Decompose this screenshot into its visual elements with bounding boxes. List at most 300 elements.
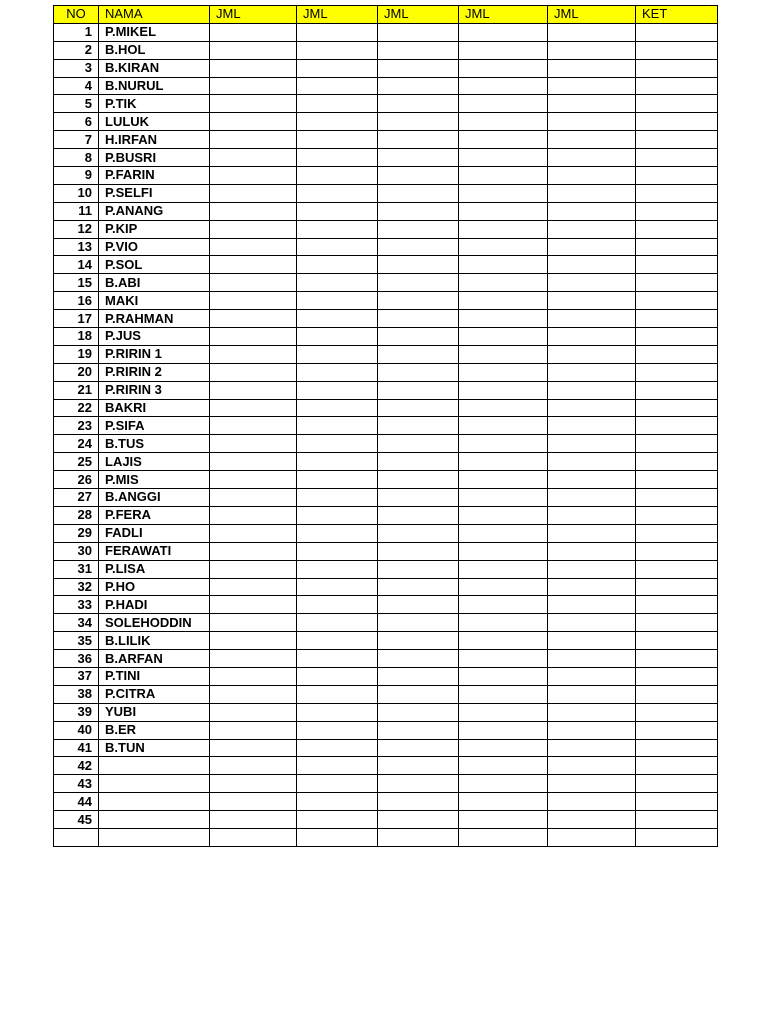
jml-5-cell: [548, 453, 636, 471]
jml-1-cell: [210, 524, 297, 542]
row-number: 14: [54, 256, 99, 274]
row-name: B.KIRAN: [99, 59, 210, 77]
jml-5-cell: [548, 131, 636, 149]
jml-2-cell: [297, 506, 378, 524]
row-name: B.ARFAN: [99, 650, 210, 668]
row-name: [99, 757, 210, 775]
jml-2-cell: [297, 596, 378, 614]
table-row: [54, 435, 718, 453]
jml-5-cell: [548, 292, 636, 310]
row-number: 33: [54, 596, 99, 614]
jml-1-cell: [210, 381, 297, 399]
ket-cell: [636, 381, 718, 399]
jml-3-cell: [378, 811, 459, 829]
jml-3-cell: [378, 453, 459, 471]
jml-3-cell: [378, 560, 459, 578]
row-name: BAKRI: [99, 399, 210, 417]
jml-3-cell: [378, 399, 459, 417]
row-name: B.TUS: [99, 435, 210, 453]
jml-4-cell: [459, 757, 548, 775]
jml-5-cell: [548, 202, 636, 220]
jml-3-cell: [378, 328, 459, 346]
row-number: 3: [54, 59, 99, 77]
row-name: YUBI: [99, 703, 210, 721]
jml-5-cell: [548, 167, 636, 185]
jml-1-cell: [210, 41, 297, 59]
table-row: [54, 77, 718, 95]
jml-2-cell: [297, 274, 378, 292]
jml-1-cell: [210, 614, 297, 632]
row-number: 18: [54, 328, 99, 346]
jml-5-cell: [548, 632, 636, 650]
jml-4-cell: [459, 721, 548, 739]
jml-2-cell: [297, 828, 378, 846]
row-name: P.RAHMAN: [99, 310, 210, 328]
row-name: P.VIO: [99, 238, 210, 256]
jml-1-cell: [210, 95, 297, 113]
jml-4-cell: [459, 184, 548, 202]
row-name: FADLI: [99, 524, 210, 542]
table-row: [54, 149, 718, 167]
jml-3-cell: [378, 23, 459, 41]
table-row: [54, 614, 718, 632]
jml-2-cell: [297, 220, 378, 238]
jml-5-cell: [548, 757, 636, 775]
row-number: 19: [54, 345, 99, 363]
jml-4-cell: [459, 739, 548, 757]
row-name: SOLEHODDIN: [99, 614, 210, 632]
header-nama: NAMA: [99, 6, 210, 24]
jml-1-cell: [210, 739, 297, 757]
jml-1-cell: [210, 578, 297, 596]
jml-5-cell: [548, 542, 636, 560]
row-name: B.ABI: [99, 274, 210, 292]
row-name: B.ER: [99, 721, 210, 739]
jml-3-cell: [378, 345, 459, 363]
row-name: P.SOL: [99, 256, 210, 274]
jml-3-cell: [378, 256, 459, 274]
jml-1-cell: [210, 399, 297, 417]
jml-4-cell: [459, 95, 548, 113]
row-number: [54, 828, 99, 846]
jml-4-cell: [459, 542, 548, 560]
jml-5-cell: [548, 310, 636, 328]
jml-5-cell: [548, 828, 636, 846]
row-name: P.HO: [99, 578, 210, 596]
row-name: P.FERA: [99, 506, 210, 524]
jml-3-cell: [378, 739, 459, 757]
jml-3-cell: [378, 793, 459, 811]
jml-4-cell: [459, 435, 548, 453]
jml-1-cell: [210, 328, 297, 346]
jml-5-cell: [548, 41, 636, 59]
ket-cell: [636, 238, 718, 256]
row-name: P.KIP: [99, 220, 210, 238]
row-number: 24: [54, 435, 99, 453]
jml-1-cell: [210, 775, 297, 793]
jml-1-cell: [210, 256, 297, 274]
table-row: [54, 131, 718, 149]
jml-1-cell: [210, 77, 297, 95]
jml-5-cell: [548, 489, 636, 507]
jml-5-cell: [548, 381, 636, 399]
jml-5-cell: [548, 435, 636, 453]
table-row: [54, 113, 718, 131]
row-number: 8: [54, 149, 99, 167]
table-row: [54, 23, 718, 41]
row-name: P.MIS: [99, 471, 210, 489]
jml-3-cell: [378, 614, 459, 632]
jml-4-cell: [459, 59, 548, 77]
jml-2-cell: [297, 202, 378, 220]
row-name: P.CITRA: [99, 685, 210, 703]
header-row: [54, 6, 718, 24]
jml-2-cell: [297, 113, 378, 131]
ket-cell: [636, 113, 718, 131]
jml-1-cell: [210, 560, 297, 578]
row-number: 15: [54, 274, 99, 292]
jml-1-cell: [210, 292, 297, 310]
jml-4-cell: [459, 256, 548, 274]
header-jml-1: JML: [210, 6, 297, 24]
table-row: [54, 560, 718, 578]
jml-1-cell: [210, 828, 297, 846]
jml-2-cell: [297, 399, 378, 417]
jml-4-cell: [459, 453, 548, 471]
ket-cell: [636, 220, 718, 238]
jml-1-cell: [210, 596, 297, 614]
row-number: 34: [54, 614, 99, 632]
jml-4-cell: [459, 685, 548, 703]
row-name: B.TUN: [99, 739, 210, 757]
row-name: P.BUSRI: [99, 149, 210, 167]
jml-1-cell: [210, 721, 297, 739]
row-number: 10: [54, 184, 99, 202]
jml-2-cell: [297, 757, 378, 775]
jml-1-cell: [210, 417, 297, 435]
jml-2-cell: [297, 650, 378, 668]
jml-2-cell: [297, 560, 378, 578]
jml-3-cell: [378, 202, 459, 220]
jml-3-cell: [378, 757, 459, 775]
jml-5-cell: [548, 274, 636, 292]
jml-3-cell: [378, 703, 459, 721]
ket-cell: [636, 184, 718, 202]
jml-2-cell: [297, 95, 378, 113]
jml-1-cell: [210, 202, 297, 220]
jml-5-cell: [548, 703, 636, 721]
table-row: [54, 524, 718, 542]
jml-3-cell: [378, 95, 459, 113]
jml-4-cell: [459, 381, 548, 399]
ket-cell: [636, 811, 718, 829]
row-name: B.LILIK: [99, 632, 210, 650]
jml-2-cell: [297, 471, 378, 489]
jml-5-cell: [548, 77, 636, 95]
table-row: [54, 363, 718, 381]
jml-5-cell: [548, 220, 636, 238]
jml-3-cell: [378, 542, 459, 560]
jml-2-cell: [297, 667, 378, 685]
ket-cell: [636, 274, 718, 292]
row-number: 5: [54, 95, 99, 113]
ket-cell: [636, 310, 718, 328]
jml-4-cell: [459, 310, 548, 328]
row-number: 27: [54, 489, 99, 507]
jml-1-cell: [210, 131, 297, 149]
jml-4-cell: [459, 650, 548, 668]
jml-4-cell: [459, 775, 548, 793]
table-row: [54, 506, 718, 524]
jml-3-cell: [378, 220, 459, 238]
jml-4-cell: [459, 399, 548, 417]
jml-1-cell: [210, 793, 297, 811]
jml-5-cell: [548, 650, 636, 668]
row-number: 36: [54, 650, 99, 668]
jml-2-cell: [297, 578, 378, 596]
jml-2-cell: [297, 131, 378, 149]
jml-3-cell: [378, 489, 459, 507]
table-row: [54, 632, 718, 650]
jml-2-cell: [297, 739, 378, 757]
header-jml-4: JML: [459, 6, 548, 24]
header-no: NO: [54, 6, 99, 24]
table-row: [54, 667, 718, 685]
jml-5-cell: [548, 256, 636, 274]
jml-3-cell: [378, 184, 459, 202]
ket-cell: [636, 828, 718, 846]
table-row: [54, 167, 718, 185]
jml-5-cell: [548, 328, 636, 346]
table-row: [54, 220, 718, 238]
ket-cell: [636, 471, 718, 489]
jml-4-cell: [459, 77, 548, 95]
jml-5-cell: [548, 506, 636, 524]
jml-5-cell: [548, 113, 636, 131]
ket-cell: [636, 685, 718, 703]
jml-4-cell: [459, 703, 548, 721]
jml-2-cell: [297, 41, 378, 59]
jml-4-cell: [459, 596, 548, 614]
row-number: 28: [54, 506, 99, 524]
jml-2-cell: [297, 811, 378, 829]
jml-4-cell: [459, 811, 548, 829]
jml-1-cell: [210, 345, 297, 363]
ket-cell: [636, 614, 718, 632]
row-name: P.ANANG: [99, 202, 210, 220]
row-number: 2: [54, 41, 99, 59]
jml-4-cell: [459, 292, 548, 310]
jml-5-cell: [548, 345, 636, 363]
jml-2-cell: [297, 632, 378, 650]
jml-2-cell: [297, 328, 378, 346]
row-name: LAJIS: [99, 453, 210, 471]
jml-3-cell: [378, 381, 459, 399]
row-number: 45: [54, 811, 99, 829]
jml-5-cell: [548, 23, 636, 41]
row-number: 20: [54, 363, 99, 381]
row-name: P.RIRIN 1: [99, 345, 210, 363]
jml-5-cell: [548, 578, 636, 596]
table-row: [54, 596, 718, 614]
jml-3-cell: [378, 435, 459, 453]
jml-3-cell: [378, 59, 459, 77]
jml-1-cell: [210, 220, 297, 238]
jml-1-cell: [210, 184, 297, 202]
jml-5-cell: [548, 667, 636, 685]
jml-1-cell: [210, 506, 297, 524]
row-number: 11: [54, 202, 99, 220]
jml-4-cell: [459, 345, 548, 363]
row-name: P.FARIN: [99, 167, 210, 185]
jml-4-cell: [459, 828, 548, 846]
jml-1-cell: [210, 59, 297, 77]
jml-2-cell: [297, 703, 378, 721]
ket-cell: [636, 489, 718, 507]
table-row: [54, 650, 718, 668]
jml-5-cell: [548, 59, 636, 77]
jml-1-cell: [210, 667, 297, 685]
jml-1-cell: [210, 811, 297, 829]
row-number: 29: [54, 524, 99, 542]
row-number: 30: [54, 542, 99, 560]
table-row: [54, 757, 718, 775]
jml-1-cell: [210, 489, 297, 507]
ket-cell: [636, 739, 718, 757]
header-jml-5: JML: [548, 6, 636, 24]
jml-4-cell: [459, 202, 548, 220]
jml-4-cell: [459, 238, 548, 256]
row-name: P.RIRIN 3: [99, 381, 210, 399]
jml-1-cell: [210, 453, 297, 471]
jml-4-cell: [459, 667, 548, 685]
row-name: B.ANGGI: [99, 489, 210, 507]
jml-1-cell: [210, 149, 297, 167]
jml-5-cell: [548, 739, 636, 757]
header-jml-2: JML: [297, 6, 378, 24]
jml-5-cell: [548, 793, 636, 811]
table-row: [54, 685, 718, 703]
jml-5-cell: [548, 149, 636, 167]
ket-cell: [636, 202, 718, 220]
ket-cell: [636, 149, 718, 167]
ket-cell: [636, 95, 718, 113]
jml-1-cell: [210, 274, 297, 292]
table-row: [54, 59, 718, 77]
row-name: P.SELFI: [99, 184, 210, 202]
jml-5-cell: [548, 560, 636, 578]
row-name: P.LISA: [99, 560, 210, 578]
row-name: P.TINI: [99, 667, 210, 685]
ket-cell: [636, 667, 718, 685]
jml-5-cell: [548, 614, 636, 632]
ket-cell: [636, 77, 718, 95]
row-number: 6: [54, 113, 99, 131]
jml-1-cell: [210, 542, 297, 560]
row-name: [99, 811, 210, 829]
jml-2-cell: [297, 417, 378, 435]
jml-3-cell: [378, 149, 459, 167]
jml-4-cell: [459, 524, 548, 542]
jml-1-cell: [210, 757, 297, 775]
jml-2-cell: [297, 453, 378, 471]
jml-1-cell: [210, 310, 297, 328]
row-number: 41: [54, 739, 99, 757]
row-number: 22: [54, 399, 99, 417]
row-name: P.JUS: [99, 328, 210, 346]
jml-4-cell: [459, 793, 548, 811]
row-number: 44: [54, 793, 99, 811]
row-name: P.MIKEL: [99, 23, 210, 41]
table-row: [54, 775, 718, 793]
jml-5-cell: [548, 775, 636, 793]
table-row: [54, 95, 718, 113]
jml-5-cell: [548, 811, 636, 829]
row-number: 39: [54, 703, 99, 721]
jml-3-cell: [378, 828, 459, 846]
row-number: 12: [54, 220, 99, 238]
ket-cell: [636, 399, 718, 417]
jml-3-cell: [378, 578, 459, 596]
row-name: FERAWATI: [99, 542, 210, 560]
row-number: 37: [54, 667, 99, 685]
jml-3-cell: [378, 417, 459, 435]
row-number: 25: [54, 453, 99, 471]
jml-2-cell: [297, 256, 378, 274]
jml-2-cell: [297, 721, 378, 739]
table-row: [54, 417, 718, 435]
ket-cell: [636, 775, 718, 793]
jml-3-cell: [378, 113, 459, 131]
ket-cell: [636, 41, 718, 59]
row-number: 26: [54, 471, 99, 489]
ket-cell: [636, 435, 718, 453]
jml-3-cell: [378, 363, 459, 381]
row-number: 31: [54, 560, 99, 578]
ket-cell: [636, 328, 718, 346]
jml-5-cell: [548, 363, 636, 381]
row-number: 9: [54, 167, 99, 185]
jml-5-cell: [548, 95, 636, 113]
jml-2-cell: [297, 167, 378, 185]
jml-4-cell: [459, 149, 548, 167]
table-row: [54, 828, 718, 846]
row-number: 4: [54, 77, 99, 95]
table-row: [54, 739, 718, 757]
jml-3-cell: [378, 471, 459, 489]
jml-1-cell: [210, 238, 297, 256]
jml-3-cell: [378, 131, 459, 149]
jml-2-cell: [297, 489, 378, 507]
jml-3-cell: [378, 292, 459, 310]
ket-cell: [636, 417, 718, 435]
row-number: 16: [54, 292, 99, 310]
ket-cell: [636, 650, 718, 668]
jml-1-cell: [210, 650, 297, 668]
jml-4-cell: [459, 614, 548, 632]
ket-cell: [636, 453, 718, 471]
jml-1-cell: [210, 703, 297, 721]
table-row: [54, 811, 718, 829]
jml-3-cell: [378, 775, 459, 793]
ket-cell: [636, 345, 718, 363]
jml-1-cell: [210, 685, 297, 703]
jml-4-cell: [459, 489, 548, 507]
attendance-table: [53, 5, 718, 847]
table-row: [54, 399, 718, 417]
table-row: [54, 471, 718, 489]
jml-2-cell: [297, 775, 378, 793]
